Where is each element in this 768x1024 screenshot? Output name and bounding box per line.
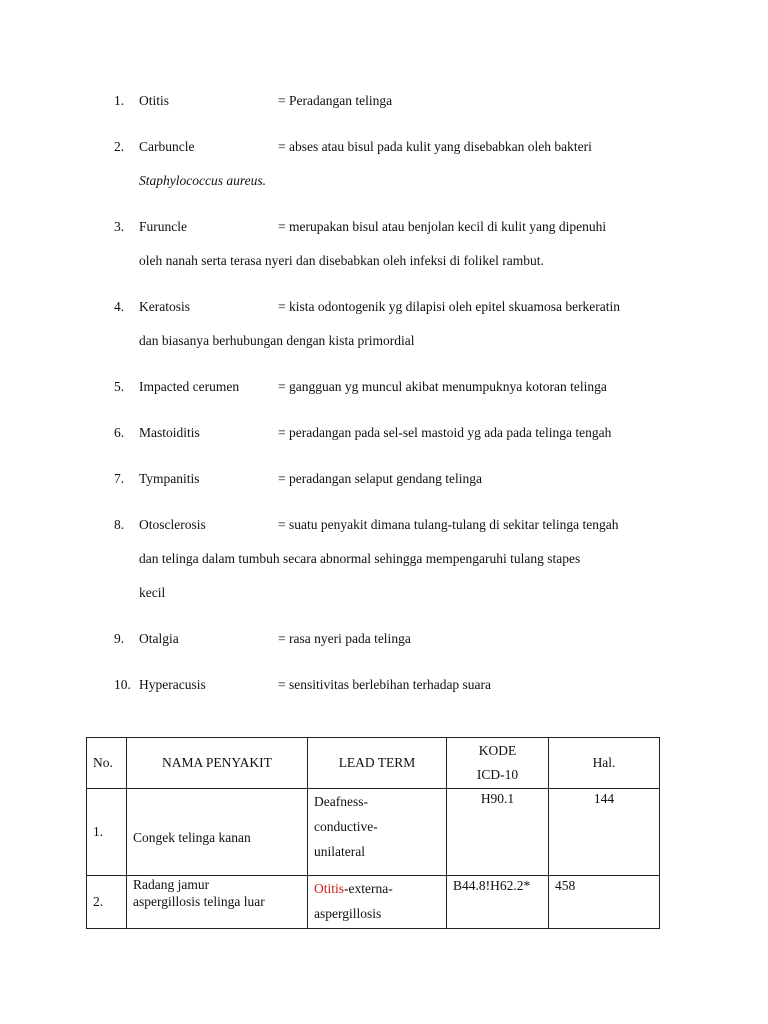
item-term: Furuncle bbox=[139, 219, 187, 234]
lead-term-line: conductive- bbox=[314, 819, 378, 834]
list-item bbox=[114, 370, 714, 404]
item-definition: = peradangan selaput gendang telinga bbox=[278, 471, 483, 486]
item-number: 3. bbox=[114, 219, 125, 234]
item-definition: = rasa nyeri pada telinga bbox=[278, 631, 411, 646]
list-item bbox=[114, 668, 714, 702]
item-definition: = peradangan pada sel-sel mastoid yg ada pada telinga tengah bbox=[278, 425, 612, 440]
item-term: Keratosis bbox=[139, 299, 190, 314]
row-name bbox=[127, 876, 308, 929]
table-row bbox=[87, 789, 660, 876]
item-number: 4. bbox=[114, 299, 125, 314]
item-definition-continued: kecil bbox=[139, 585, 166, 600]
item-term: Carbuncle bbox=[139, 139, 195, 154]
row-name-line: aspergillosis telinga luar bbox=[133, 894, 265, 909]
item-number: 10. bbox=[114, 677, 131, 692]
list-item bbox=[114, 462, 714, 496]
row-name: Congek telinga kanan bbox=[127, 789, 308, 876]
header-lead-term: LEAD TERM bbox=[308, 738, 447, 789]
item-term: Tympanitis bbox=[139, 471, 200, 486]
lead-term-line: Deafness- bbox=[314, 794, 368, 809]
row-kode: H90.1 bbox=[447, 789, 549, 876]
item-number: 7. bbox=[114, 471, 125, 486]
item-definition: = gangguan yg muncul akibat menumpuknya kotoran telinga bbox=[278, 379, 607, 394]
item-term: Mastoiditis bbox=[139, 425, 200, 440]
item-term: Otitis bbox=[139, 93, 170, 108]
header-hal: Hal. bbox=[549, 738, 660, 789]
item-term: Hyperacusis bbox=[139, 677, 206, 692]
header-kode-icd10 bbox=[447, 738, 549, 789]
list-item bbox=[114, 210, 714, 278]
header-kode-line2: ICD-10 bbox=[476, 767, 519, 782]
list-item bbox=[114, 622, 714, 656]
header-kode-line1: KODE bbox=[478, 743, 517, 758]
lead-term-line: aspergillosis bbox=[314, 906, 382, 921]
row-hal: 458 bbox=[549, 876, 660, 929]
item-definition-continued: oleh nanah serta terasa nyeri dan disebabkan oleh infeksi di folikel rambut. bbox=[139, 253, 544, 268]
row-hal: 144 bbox=[549, 789, 660, 876]
item-definition: = suatu penyakit dimana tulang-tulang di sekitar telinga tengah bbox=[278, 517, 619, 532]
terms-list bbox=[114, 84, 714, 702]
item-definition-continued: dan biasanya berhubungan dengan kista primordial bbox=[139, 333, 415, 348]
row-lead-term bbox=[308, 789, 447, 876]
lead-term-highlight: Otitis bbox=[314, 881, 345, 896]
row-no: 1. bbox=[87, 789, 127, 876]
lead-term-rest: -externa- bbox=[344, 881, 393, 896]
item-term: Otalgia bbox=[139, 631, 179, 646]
item-definition: = abses atau bisul pada kulit yang disebabkan oleh bakteri bbox=[278, 139, 592, 154]
table-header-row bbox=[87, 738, 660, 789]
row-no: 2. bbox=[87, 876, 127, 929]
item-definition: = sensitivitas berlebihan terhadap suara bbox=[278, 677, 492, 692]
list-item bbox=[114, 290, 714, 358]
row-lead-term bbox=[308, 876, 447, 929]
item-definition: = Peradangan telinga bbox=[278, 93, 393, 108]
item-number: 5. bbox=[114, 379, 125, 394]
item-definition: = merupakan bisul atau benjolan kecil di kulit yang dipenuhi bbox=[278, 219, 607, 234]
header-no: No. bbox=[87, 738, 127, 789]
item-term: Otosclerosis bbox=[139, 517, 206, 532]
item-definition-continued: dan telinga dalam tumbuh secara abnormal sehingga mempengaruhi tulang stapes bbox=[139, 551, 581, 566]
item-number: 6. bbox=[114, 425, 125, 440]
item-definition: = kista odontogenik yg dilapisi oleh epitel skuamosa berkeratin bbox=[278, 299, 621, 314]
table-row bbox=[87, 876, 660, 929]
lead-term-line: unilateral bbox=[314, 844, 365, 859]
item-term: Impacted cerumen bbox=[139, 379, 240, 394]
list-item bbox=[114, 508, 714, 610]
row-kode: B44.8!H62.2* bbox=[447, 876, 549, 929]
list-item bbox=[114, 416, 714, 450]
header-nama-penyakit: NAMA PENYAKIT bbox=[127, 738, 308, 789]
icd-table bbox=[86, 737, 660, 929]
item-number: 1. bbox=[114, 93, 125, 108]
item-definition-continued: Staphylococcus aureus. bbox=[139, 173, 266, 188]
item-number: 8. bbox=[114, 517, 125, 532]
list-item bbox=[114, 84, 714, 118]
item-number: 2. bbox=[114, 139, 125, 154]
list-item bbox=[114, 130, 714, 198]
item-number: 9. bbox=[114, 631, 125, 646]
lead-term-line bbox=[314, 876, 440, 901]
row-name-line: Radang jamur bbox=[133, 877, 210, 892]
